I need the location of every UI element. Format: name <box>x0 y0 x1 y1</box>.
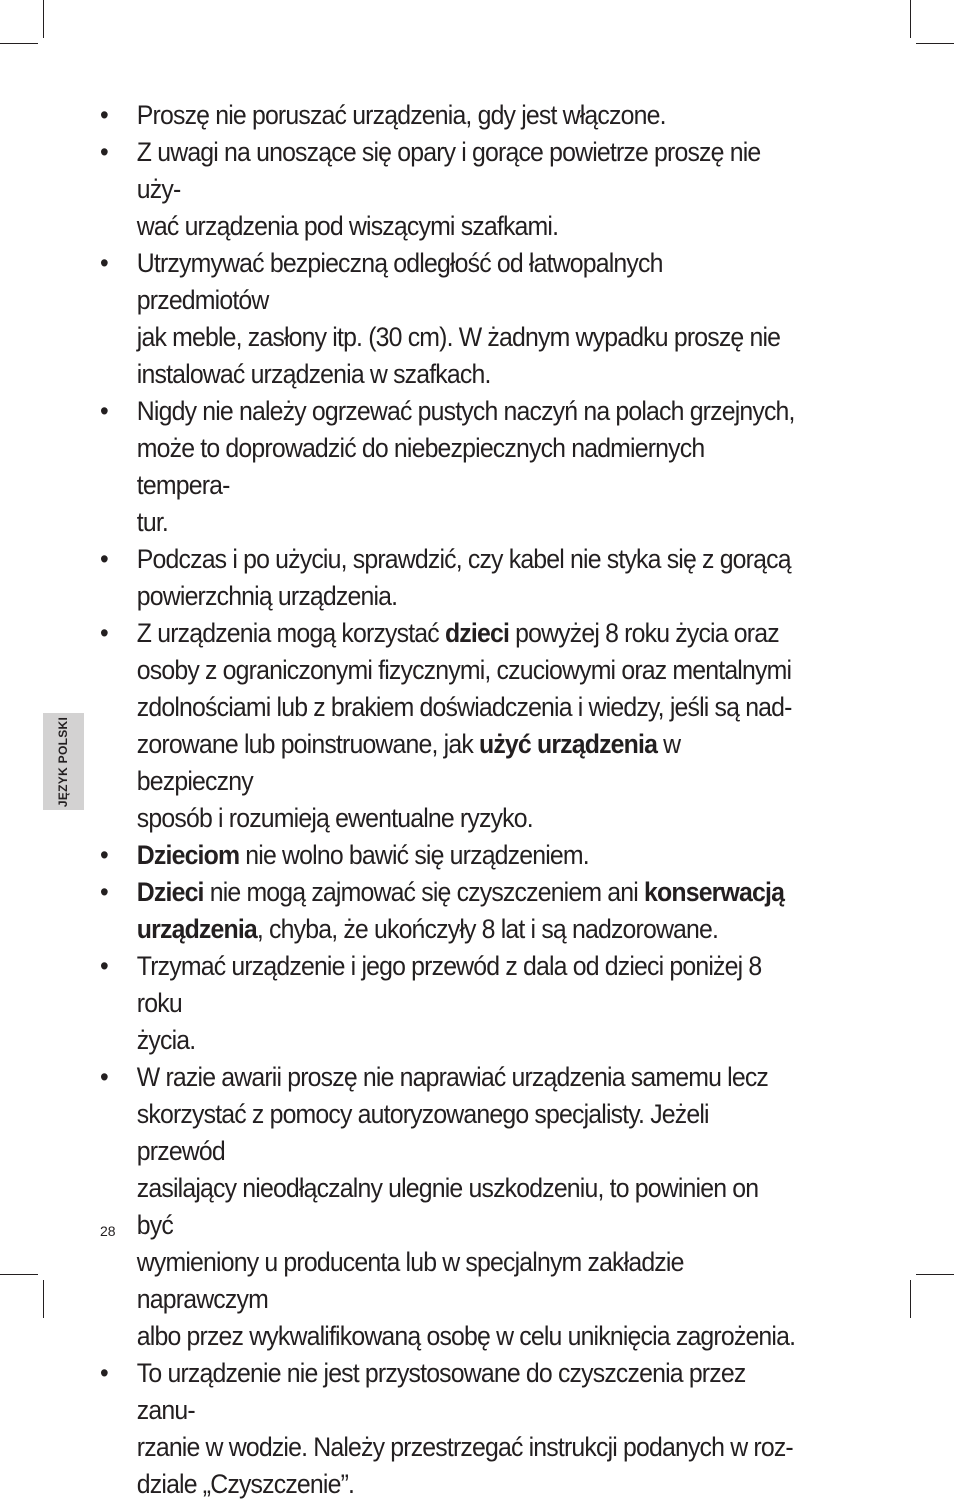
list-item <box>100 874 799 948</box>
text-segment: zdolnościami lub z brakiem doświadczenia i wiedzy, jeśli są nad- <box>136 692 792 722</box>
text-segment: sposób i rozumieją ewentualne ryzyko. <box>136 803 533 833</box>
list-item <box>100 97 799 134</box>
bold-text: Dzieci <box>136 877 204 907</box>
bold-text: konserwacją <box>644 877 785 907</box>
crop-mark <box>0 43 38 44</box>
crop-mark <box>910 0 911 38</box>
crop-mark <box>910 1280 911 1318</box>
text-segment: wać urządzenia pod wiszącymi szafkami. <box>136 211 559 241</box>
list-item <box>100 1355 799 1503</box>
language-tab-label: JĘZYK POLSKI <box>56 716 71 807</box>
text-segment: W razie awarii proszę nie naprawiać urządzenia samemu lecz <box>136 1062 769 1092</box>
text-segment: Utrzymywać bezpieczną odległość od łatwopalnych przedmiotów <box>136 248 663 315</box>
bold-text: użyć urządzenia <box>478 729 658 759</box>
text-segment: może to doprowadzić do niebezpiecznych nadmiernych tempera- <box>136 433 705 500</box>
list-item <box>100 134 799 245</box>
text-segment: Proszę nie poruszać urządzenia, gdy jest włączone. <box>136 100 666 130</box>
text-segment: instalować urządzenia w szafkach. <box>136 359 491 389</box>
text-segment: zasilający nieodłączalny ulegnie uszkodzeniu, to powinien on być <box>136 1173 759 1240</box>
bullet-icon: • <box>100 396 108 426</box>
text-segment: tur. <box>136 507 169 537</box>
bullet-icon: • <box>100 618 108 648</box>
bullet-icon: • <box>100 840 108 870</box>
text-segment: życia. <box>136 1025 196 1055</box>
crop-mark <box>916 1274 954 1275</box>
text-segment: Podczas i po użyciu, sprawdzić, czy kabel nie styka się z gorącą <box>136 544 791 574</box>
text-segment: Trzymać urządzenie i jego przewód z dala od dzieci poniżej 8 roku <box>136 951 762 1018</box>
bullet-icon: • <box>100 1358 108 1388</box>
list-item <box>100 245 799 393</box>
text-segment: w bezpieczny <box>136 729 681 796</box>
text-segment: nie mogą zajmować się czyszczeniem ani <box>203 877 645 907</box>
list-item <box>100 1059 799 1355</box>
text-segment: Z uwagi na unoszące się opary i gorące powietrze proszę nie uży- <box>136 137 761 204</box>
language-side-tab <box>43 713 84 810</box>
bullet-icon: • <box>100 1062 108 1092</box>
bullet-icon: • <box>100 544 108 574</box>
list-item <box>100 615 799 837</box>
crop-mark <box>916 43 954 44</box>
page-number: 28 <box>100 1223 116 1239</box>
bullet-icon: • <box>100 877 108 907</box>
text-segment: rzanie w wodzie. Należy przestrzegać instrukcji podanych w roz- <box>136 1432 793 1462</box>
bullet-icon: • <box>100 137 108 167</box>
text-segment: Z urządzenia mogą korzystać <box>136 618 445 648</box>
bold-text: Dzieciom <box>136 840 240 870</box>
crop-mark <box>0 1274 38 1275</box>
text-segment: powierzchnią urządzenia. <box>136 581 398 611</box>
text-segment: To urządzenie nie jest przystosowane do czyszczenia przez zanu- <box>136 1358 746 1425</box>
bullet-icon: • <box>100 100 108 130</box>
text-segment: powyżej 8 roku życia oraz <box>509 618 779 648</box>
bullet-icon: • <box>100 248 108 278</box>
text-segment: dziale „Czyszczenie”. <box>136 1469 355 1499</box>
crop-mark <box>43 0 44 38</box>
list-item <box>100 837 799 874</box>
list-item <box>100 948 799 1059</box>
list-item <box>100 541 799 615</box>
safety-instructions-list <box>100 97 799 1503</box>
bullet-icon: • <box>100 951 108 981</box>
text-segment: , chyba, że ukończyły 8 lat i są nadzorowane. <box>256 914 719 944</box>
list-item <box>100 393 799 541</box>
text-segment: albo przez wykwalifikowaną osobę w celu uniknięcia zagrożenia. <box>136 1321 796 1351</box>
text-segment: osoby z ograniczonymi fizycznymi, czuciowymi oraz mentalnymi <box>136 655 792 685</box>
bold-text: dzieci <box>444 618 510 648</box>
text-segment: jak meble, zasłony itp. (30 cm). W żadnym wypadku proszę nie <box>136 322 781 352</box>
crop-mark <box>43 1280 44 1318</box>
text-segment: zorowane lub poinstruowane, jak <box>136 729 479 759</box>
text-segment: Nigdy nie należy ogrzewać pustych naczyń na polach grzejnych, <box>136 396 795 426</box>
text-segment: wymieniony u producenta lub w specjalnym zakładzie naprawczym <box>136 1247 684 1314</box>
text-segment: skorzystać z pomocy autoryzowanego specjalisty. Jeżeli przewód <box>136 1099 709 1166</box>
text-segment: nie wolno bawić się urządzeniem. <box>239 840 589 870</box>
bold-text: urządzenia <box>136 914 257 944</box>
